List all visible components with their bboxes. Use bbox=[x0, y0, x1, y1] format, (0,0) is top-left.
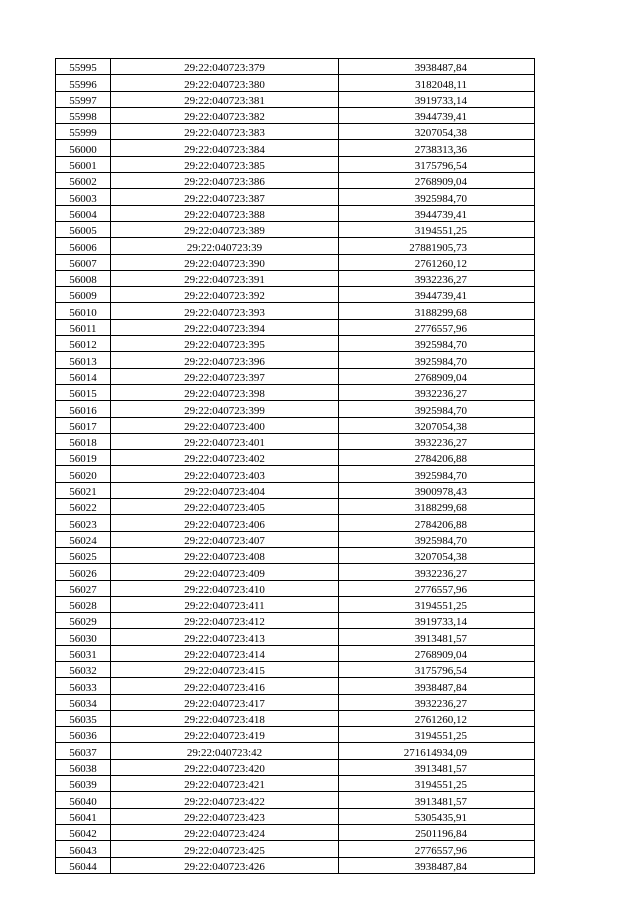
table-row bbox=[56, 499, 535, 515]
table-row bbox=[56, 580, 535, 596]
row-number-cell: 56027 bbox=[56, 580, 111, 596]
value-cell: 3919733,14 bbox=[339, 91, 535, 107]
row-number-cell: 56034 bbox=[56, 694, 111, 710]
row-number-cell: 56032 bbox=[56, 661, 111, 677]
value-cell: 2776557,96 bbox=[339, 841, 535, 857]
row-number-cell: 56028 bbox=[56, 596, 111, 612]
value-cell: 2768909,04 bbox=[339, 368, 535, 384]
value-cell: 2784206,88 bbox=[339, 515, 535, 531]
cadastral-number-cell: 29:22:040723:396 bbox=[111, 352, 339, 368]
value-cell: 2776557,96 bbox=[339, 319, 535, 335]
row-number-cell: 56037 bbox=[56, 743, 111, 759]
value-cell: 3932236,27 bbox=[339, 433, 535, 449]
cadastral-number-cell: 29:22:040723:386 bbox=[111, 173, 339, 189]
row-number-cell: 56031 bbox=[56, 645, 111, 661]
table-row bbox=[56, 841, 535, 857]
cadastral-number-cell: 29:22:040723:388 bbox=[111, 205, 339, 221]
value-cell: 3913481,57 bbox=[339, 629, 535, 645]
cadastral-number-cell: 29:22:040723:383 bbox=[111, 124, 339, 140]
table-row bbox=[56, 694, 535, 710]
row-number-cell: 56013 bbox=[56, 352, 111, 368]
cadastral-number-cell: 29:22:040723:407 bbox=[111, 531, 339, 547]
value-cell: 3925984,70 bbox=[339, 189, 535, 205]
row-number-cell: 56039 bbox=[56, 776, 111, 792]
value-cell: 3182048,11 bbox=[339, 75, 535, 91]
cadastral-number-cell: 29:22:040723:402 bbox=[111, 450, 339, 466]
cadastral-number-cell: 29:22:040723:394 bbox=[111, 319, 339, 335]
row-number-cell: 55995 bbox=[56, 59, 111, 75]
row-number-cell: 56001 bbox=[56, 156, 111, 172]
cadastral-number-cell: 29:22:040723:395 bbox=[111, 336, 339, 352]
row-number-cell: 56014 bbox=[56, 368, 111, 384]
row-number-cell: 56025 bbox=[56, 547, 111, 563]
cadastral-number-cell: 29:22:040723:423 bbox=[111, 808, 339, 824]
value-cell: 2501196,84 bbox=[339, 824, 535, 840]
value-cell: 3913481,57 bbox=[339, 792, 535, 808]
cadastral-number-cell: 29:22:040723:385 bbox=[111, 156, 339, 172]
value-cell: 3944739,41 bbox=[339, 287, 535, 303]
value-cell: 3932236,27 bbox=[339, 694, 535, 710]
value-cell: 2768909,04 bbox=[339, 173, 535, 189]
cadastral-number-cell: 29:22:040723:42 bbox=[111, 743, 339, 759]
table-row bbox=[56, 352, 535, 368]
cadastral-number-cell: 29:22:040723:391 bbox=[111, 270, 339, 286]
cadastral-number-cell: 29:22:040723:416 bbox=[111, 678, 339, 694]
row-number-cell: 55998 bbox=[56, 107, 111, 123]
value-cell: 3207054,38 bbox=[339, 417, 535, 433]
cadastral-number-cell: 29:22:040723:426 bbox=[111, 857, 339, 873]
cadastral-number-cell: 29:22:040723:381 bbox=[111, 91, 339, 107]
table-row bbox=[56, 189, 535, 205]
row-number-cell: 56008 bbox=[56, 270, 111, 286]
cadastral-number-cell: 29:22:040723:392 bbox=[111, 287, 339, 303]
cadastral-number-cell: 29:22:040723:417 bbox=[111, 694, 339, 710]
table-row bbox=[56, 531, 535, 547]
table-row bbox=[56, 857, 535, 873]
row-number-cell: 56016 bbox=[56, 401, 111, 417]
row-number-cell: 56026 bbox=[56, 564, 111, 580]
value-cell: 3175796,54 bbox=[339, 661, 535, 677]
row-number-cell: 56038 bbox=[56, 759, 111, 775]
table-row bbox=[56, 808, 535, 824]
table-row bbox=[56, 401, 535, 417]
table-row bbox=[56, 678, 535, 694]
value-cell: 3938487,84 bbox=[339, 59, 535, 75]
row-number-cell: 56002 bbox=[56, 173, 111, 189]
value-cell: 2768909,04 bbox=[339, 645, 535, 661]
row-number-cell: 56040 bbox=[56, 792, 111, 808]
cadastral-number-cell: 29:22:040723:422 bbox=[111, 792, 339, 808]
row-number-cell: 56036 bbox=[56, 727, 111, 743]
table-row bbox=[56, 564, 535, 580]
table-row bbox=[56, 173, 535, 189]
row-number-cell: 56022 bbox=[56, 499, 111, 515]
cadastral-number-cell: 29:22:040723:403 bbox=[111, 466, 339, 482]
row-number-cell: 56004 bbox=[56, 205, 111, 221]
cadastral-number-cell: 29:22:040723:408 bbox=[111, 547, 339, 563]
row-number-cell: 56024 bbox=[56, 531, 111, 547]
table-row bbox=[56, 515, 535, 531]
table-row bbox=[56, 743, 535, 759]
value-cell: 3944739,41 bbox=[339, 205, 535, 221]
cadastral-number-cell: 29:22:040723:406 bbox=[111, 515, 339, 531]
table-row bbox=[56, 368, 535, 384]
cadastral-number-cell: 29:22:040723:401 bbox=[111, 433, 339, 449]
value-cell: 3932236,27 bbox=[339, 564, 535, 580]
value-cell: 2738313,36 bbox=[339, 140, 535, 156]
row-number-cell: 56042 bbox=[56, 824, 111, 840]
cadastral-number-cell: 29:22:040723:39 bbox=[111, 238, 339, 254]
table-row bbox=[56, 547, 535, 563]
table-row bbox=[56, 384, 535, 400]
value-cell: 3925984,70 bbox=[339, 466, 535, 482]
value-cell: 3175796,54 bbox=[339, 156, 535, 172]
value-cell: 3194551,25 bbox=[339, 776, 535, 792]
row-number-cell: 56023 bbox=[56, 515, 111, 531]
row-number-cell: 55996 bbox=[56, 75, 111, 91]
value-cell: 2761260,12 bbox=[339, 254, 535, 270]
cadastral-number-cell: 29:22:040723:389 bbox=[111, 221, 339, 237]
cadastral-value-table bbox=[55, 58, 535, 874]
row-number-cell: 55999 bbox=[56, 124, 111, 140]
table-row bbox=[56, 140, 535, 156]
table-row bbox=[56, 124, 535, 140]
row-number-cell: 56029 bbox=[56, 613, 111, 629]
value-cell: 3925984,70 bbox=[339, 352, 535, 368]
table-body bbox=[56, 59, 535, 874]
value-cell: 3188299,68 bbox=[339, 303, 535, 319]
cadastral-number-cell: 29:22:040723:382 bbox=[111, 107, 339, 123]
row-number-cell: 56003 bbox=[56, 189, 111, 205]
table-row bbox=[56, 75, 535, 91]
row-number-cell: 56019 bbox=[56, 450, 111, 466]
cadastral-number-cell: 29:22:040723:425 bbox=[111, 841, 339, 857]
row-number-cell: 56030 bbox=[56, 629, 111, 645]
cadastral-number-cell: 29:22:040723:410 bbox=[111, 580, 339, 596]
row-number-cell: 56018 bbox=[56, 433, 111, 449]
value-cell: 271614934,09 bbox=[339, 743, 535, 759]
value-cell: 3944739,41 bbox=[339, 107, 535, 123]
table-row bbox=[56, 596, 535, 612]
table-row bbox=[56, 417, 535, 433]
value-cell: 3188299,68 bbox=[339, 499, 535, 515]
row-number-cell: 56006 bbox=[56, 238, 111, 254]
cadastral-number-cell: 29:22:040723:424 bbox=[111, 824, 339, 840]
cadastral-number-cell: 29:22:040723:419 bbox=[111, 727, 339, 743]
table-row bbox=[56, 759, 535, 775]
value-cell: 3925984,70 bbox=[339, 336, 535, 352]
value-cell: 3925984,70 bbox=[339, 401, 535, 417]
table-row bbox=[56, 613, 535, 629]
cadastral-number-cell: 29:22:040723:414 bbox=[111, 645, 339, 661]
table-row bbox=[56, 645, 535, 661]
cadastral-number-cell: 29:22:040723:380 bbox=[111, 75, 339, 91]
row-number-cell: 56043 bbox=[56, 841, 111, 857]
value-cell: 3932236,27 bbox=[339, 384, 535, 400]
row-number-cell: 55997 bbox=[56, 91, 111, 107]
value-cell: 3913481,57 bbox=[339, 759, 535, 775]
value-cell: 2784206,88 bbox=[339, 450, 535, 466]
cadastral-number-cell: 29:22:040723:399 bbox=[111, 401, 339, 417]
table-row bbox=[56, 629, 535, 645]
cadastral-number-cell: 29:22:040723:420 bbox=[111, 759, 339, 775]
table-row bbox=[56, 270, 535, 286]
table-row bbox=[56, 319, 535, 335]
value-cell: 3207054,38 bbox=[339, 547, 535, 563]
row-number-cell: 56000 bbox=[56, 140, 111, 156]
table-row bbox=[56, 303, 535, 319]
value-cell: 3938487,84 bbox=[339, 857, 535, 873]
value-cell: 3194551,25 bbox=[339, 221, 535, 237]
table-row bbox=[56, 287, 535, 303]
value-cell: 27881905,73 bbox=[339, 238, 535, 254]
cadastral-number-cell: 29:22:040723:411 bbox=[111, 596, 339, 612]
cadastral-number-cell: 29:22:040723:384 bbox=[111, 140, 339, 156]
cadastral-number-cell: 29:22:040723:421 bbox=[111, 776, 339, 792]
row-number-cell: 56021 bbox=[56, 482, 111, 498]
row-number-cell: 56010 bbox=[56, 303, 111, 319]
row-number-cell: 56033 bbox=[56, 678, 111, 694]
row-number-cell: 56035 bbox=[56, 710, 111, 726]
value-cell: 3925984,70 bbox=[339, 531, 535, 547]
cadastral-number-cell: 29:22:040723:409 bbox=[111, 564, 339, 580]
cadastral-number-cell: 29:22:040723:418 bbox=[111, 710, 339, 726]
cadastral-number-cell: 29:22:040723:405 bbox=[111, 499, 339, 515]
table-row bbox=[56, 59, 535, 75]
value-cell: 2776557,96 bbox=[339, 580, 535, 596]
row-number-cell: 56012 bbox=[56, 336, 111, 352]
value-cell: 3919733,14 bbox=[339, 613, 535, 629]
cadastral-number-cell: 29:22:040723:387 bbox=[111, 189, 339, 205]
row-number-cell: 56015 bbox=[56, 384, 111, 400]
value-cell: 5305435,91 bbox=[339, 808, 535, 824]
cadastral-number-cell: 29:22:040723:412 bbox=[111, 613, 339, 629]
row-number-cell: 56005 bbox=[56, 221, 111, 237]
table-row bbox=[56, 710, 535, 726]
table-row bbox=[56, 792, 535, 808]
table-row bbox=[56, 336, 535, 352]
cadastral-number-cell: 29:22:040723:393 bbox=[111, 303, 339, 319]
table-row bbox=[56, 156, 535, 172]
cadastral-number-cell: 29:22:040723:413 bbox=[111, 629, 339, 645]
cadastral-number-cell: 29:22:040723:398 bbox=[111, 384, 339, 400]
table-row bbox=[56, 450, 535, 466]
row-number-cell: 56044 bbox=[56, 857, 111, 873]
row-number-cell: 56041 bbox=[56, 808, 111, 824]
table-row bbox=[56, 107, 535, 123]
cadastral-number-cell: 29:22:040723:390 bbox=[111, 254, 339, 270]
value-cell: 3207054,38 bbox=[339, 124, 535, 140]
value-cell: 3938487,84 bbox=[339, 678, 535, 694]
table-row bbox=[56, 466, 535, 482]
row-number-cell: 56009 bbox=[56, 287, 111, 303]
table-row bbox=[56, 221, 535, 237]
table-row bbox=[56, 205, 535, 221]
table-row bbox=[56, 824, 535, 840]
value-cell: 3900978,43 bbox=[339, 482, 535, 498]
cadastral-number-cell: 29:22:040723:415 bbox=[111, 661, 339, 677]
table-row bbox=[56, 727, 535, 743]
cadastral-number-cell: 29:22:040723:379 bbox=[111, 59, 339, 75]
table-row bbox=[56, 238, 535, 254]
row-number-cell: 56011 bbox=[56, 319, 111, 335]
cadastral-number-cell: 29:22:040723:400 bbox=[111, 417, 339, 433]
table-row bbox=[56, 433, 535, 449]
table-row bbox=[56, 661, 535, 677]
value-cell: 3932236,27 bbox=[339, 270, 535, 286]
table-row bbox=[56, 254, 535, 270]
cadastral-number-cell: 29:22:040723:404 bbox=[111, 482, 339, 498]
value-cell: 3194551,25 bbox=[339, 727, 535, 743]
table-row bbox=[56, 776, 535, 792]
table-row bbox=[56, 482, 535, 498]
cadastral-number-cell: 29:22:040723:397 bbox=[111, 368, 339, 384]
value-cell: 2761260,12 bbox=[339, 710, 535, 726]
value-cell: 3194551,25 bbox=[339, 596, 535, 612]
row-number-cell: 56017 bbox=[56, 417, 111, 433]
row-number-cell: 56007 bbox=[56, 254, 111, 270]
table-row bbox=[56, 91, 535, 107]
row-number-cell: 56020 bbox=[56, 466, 111, 482]
